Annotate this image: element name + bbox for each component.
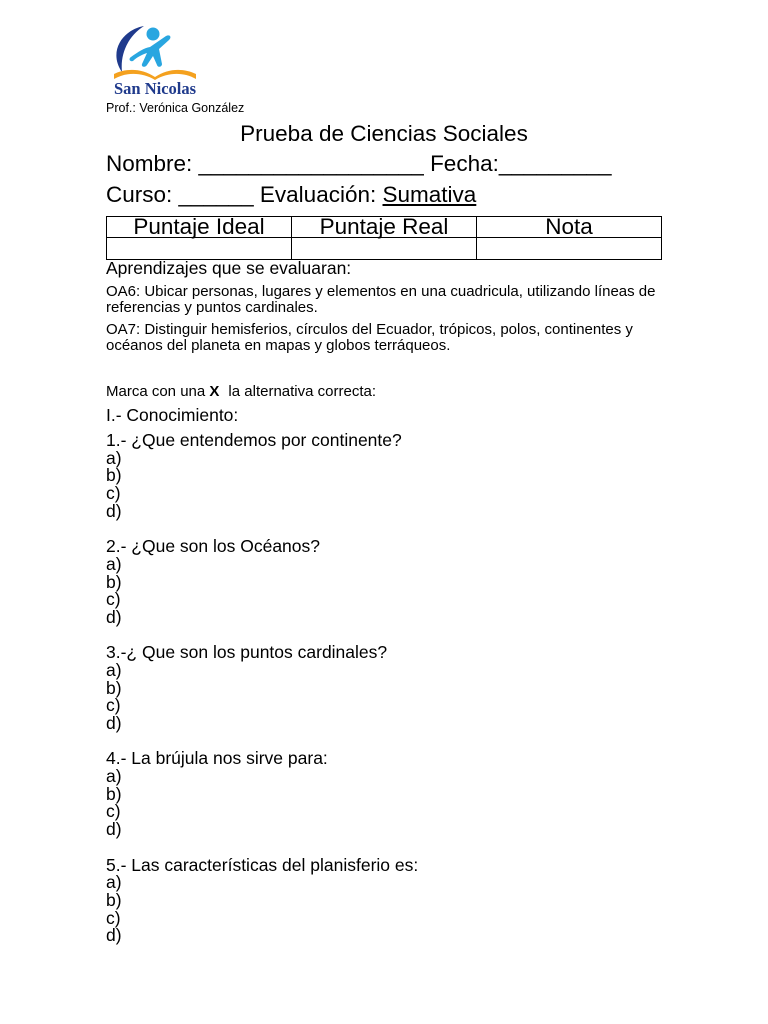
option-a: a) [106,766,122,787]
question-item [106,538,418,626]
option-c: c) [106,907,121,928]
score-table [106,216,662,260]
option-d: d) [106,713,122,733]
grade-cell [477,238,662,260]
page-title: Prueba de Ciencias Sociales [240,121,528,146]
option-a: a) [106,659,122,680]
date-blank: _________ [498,151,612,176]
logo-arc-shape [116,26,144,72]
header-real-score: Puntaje Real [292,217,477,238]
section-title: I.- Conocimiento: [106,405,239,425]
question-text: 1.- ¿Que entendemos por continente? [106,430,402,450]
name-label: Nombre: [106,151,193,176]
header-grade: Nota [477,217,662,238]
instructions-mark: X [209,383,220,400]
logo-figure-head [147,28,160,41]
person-icon [130,35,171,66]
real-score-cell [292,238,477,260]
evaluation-type: Sumativa [382,182,477,207]
objective-oa7: OA7: Distinguir hemisferios, círculos del Ecuador, trópicos, polos, continentes y océanos del planeta en mapas y globos terráqueos. [106,321,633,354]
option-b: b) [106,783,122,804]
instructions-suffix: la alternativa correcta: [228,383,376,400]
course-label: Curso: [106,182,173,207]
ideal-score-cell [107,238,292,260]
name-blank: __________________ [198,151,424,176]
school-logo [108,22,202,100]
header-ideal-score: Puntaje Ideal [107,217,292,238]
option-a: a) [106,447,122,468]
logo-text: San Nicolas [113,79,197,98]
instructions-prefix: Marca con una [106,383,206,400]
evaluation-label: Evaluación: [259,182,377,207]
question-text: 3.-¿ Que son los puntos cardinales? [106,642,388,663]
objective-oa6: OA6: Ubicar personas, lugares y elementos en una cuadricula, utilizando líneas de referencias y puntos cardinales. [106,283,656,316]
teacher-name: Prof.: Verónica González [106,101,245,115]
option-c: c) [106,589,121,610]
name-date-line [106,151,611,177]
question-text: 4.- La brújula nos sirve para: [106,748,328,769]
option-c: c) [106,483,121,504]
course-blank: ______ [178,182,254,207]
option-a: a) [106,872,122,893]
option-d: d) [106,925,122,946]
option-d: d) [106,819,122,840]
option-a: a) [106,553,122,574]
option-c: c) [106,695,121,716]
question-item [106,432,418,520]
question-list [106,432,418,963]
question-text: 2.- ¿Que son los Océanos? [106,536,320,557]
option-b: b) [106,571,122,592]
question-text: 5.- Las características del planisferio es: [106,854,419,875]
date-label: Fecha: [430,151,499,176]
course-evaluation-line [106,182,476,208]
option-b: b) [106,677,122,698]
question-item [106,750,418,838]
instructions [106,383,376,401]
question-item [106,854,419,946]
question-item [106,644,418,732]
option-b: b) [106,889,122,910]
objectives-heading: Aprendizajes que se evaluaran: [106,258,352,278]
score-table-header-row [107,217,662,238]
option-d: d) [106,500,122,521]
option-d: d) [106,606,122,627]
option-b: b) [106,465,122,486]
score-table-value-row [107,238,662,260]
option-c: c) [106,801,121,822]
